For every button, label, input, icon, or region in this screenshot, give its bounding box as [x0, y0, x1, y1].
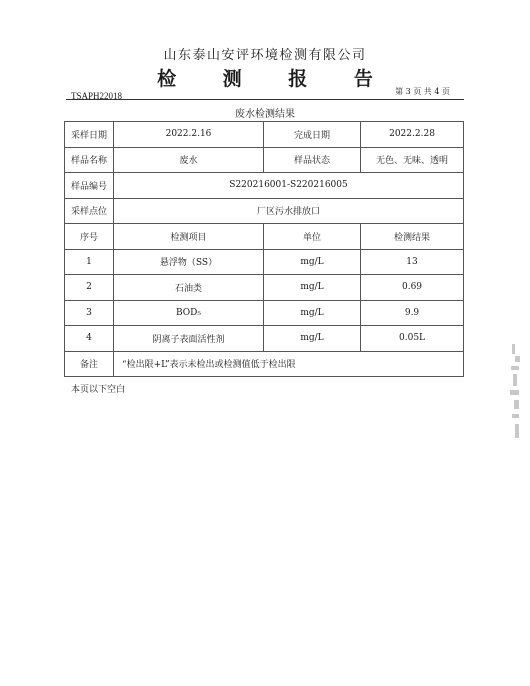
- unit-cell: mg/L: [264, 326, 361, 352]
- label-cell: 样品名称: [65, 147, 114, 173]
- table-row: [65, 249, 464, 275]
- section-title: 废水检测结果: [235, 109, 295, 120]
- test-item: 阴离子表面活性剂: [114, 326, 264, 352]
- result-cell: 13: [361, 249, 464, 275]
- scan-artifact: [506, 340, 524, 450]
- sampling-point-value: 厂区污水排放口: [114, 198, 464, 224]
- table-row: [65, 173, 464, 199]
- table-row: [65, 198, 464, 224]
- completion-date-value: 2022.2.28: [361, 122, 464, 148]
- unit-cell: mg/L: [264, 300, 361, 326]
- label-cell: 采样日期: [65, 122, 114, 148]
- result-cell: 0.69: [361, 275, 464, 301]
- row-number: 1: [65, 249, 114, 275]
- sampling-date-value: 2022.2.16: [114, 122, 264, 148]
- unit-cell: mg/L: [264, 275, 361, 301]
- result-cell: 0.05L: [361, 326, 464, 352]
- footer-note: 本页以下空白: [71, 385, 126, 395]
- table-row: [65, 275, 464, 301]
- column-header: 检测项目: [114, 224, 264, 250]
- column-header: 序号: [65, 224, 114, 250]
- table-row: [65, 326, 464, 352]
- test-item: 石油类: [114, 275, 264, 301]
- test-item: BOD₅: [114, 300, 264, 326]
- result-cell: 9.9: [361, 300, 464, 326]
- sample-id-value: S220216001-S220216005: [114, 173, 464, 199]
- row-number: 2: [65, 275, 114, 301]
- results-table: [64, 121, 464, 377]
- page-info: 第 3 页 共 4 页: [395, 87, 450, 96]
- unit-cell: mg/L: [264, 249, 361, 275]
- row-number: 4: [65, 326, 114, 352]
- label-cell: 完成日期: [264, 122, 361, 148]
- table-row: [65, 300, 464, 326]
- label-cell: 样品编号: [65, 173, 114, 199]
- header-divider: [66, 99, 464, 100]
- report-title: 检 测 报 告: [157, 68, 393, 90]
- column-header: 单位: [264, 224, 361, 250]
- column-header: 检测结果: [361, 224, 464, 250]
- table-header-row: [65, 224, 464, 250]
- label-cell: 采样点位: [65, 198, 114, 224]
- sample-name-value: 废水: [114, 147, 264, 173]
- sample-state-value: 无色、无味、透明: [361, 147, 464, 173]
- table-row: [65, 147, 464, 173]
- table-row: [65, 122, 464, 148]
- row-number: 3: [65, 300, 114, 326]
- remarks-text: “检出限+L”表示未检出或检测值低于检出限: [114, 351, 464, 377]
- test-item: 悬浮物（SS）: [114, 249, 264, 275]
- report-number: TSAPH22018: [71, 91, 123, 101]
- table-row: [65, 351, 464, 377]
- label-cell: 备注: [65, 351, 114, 377]
- label-cell: 样品状态: [264, 147, 361, 173]
- company-name: 山东泰山安评环境检测有限公司: [163, 48, 367, 63]
